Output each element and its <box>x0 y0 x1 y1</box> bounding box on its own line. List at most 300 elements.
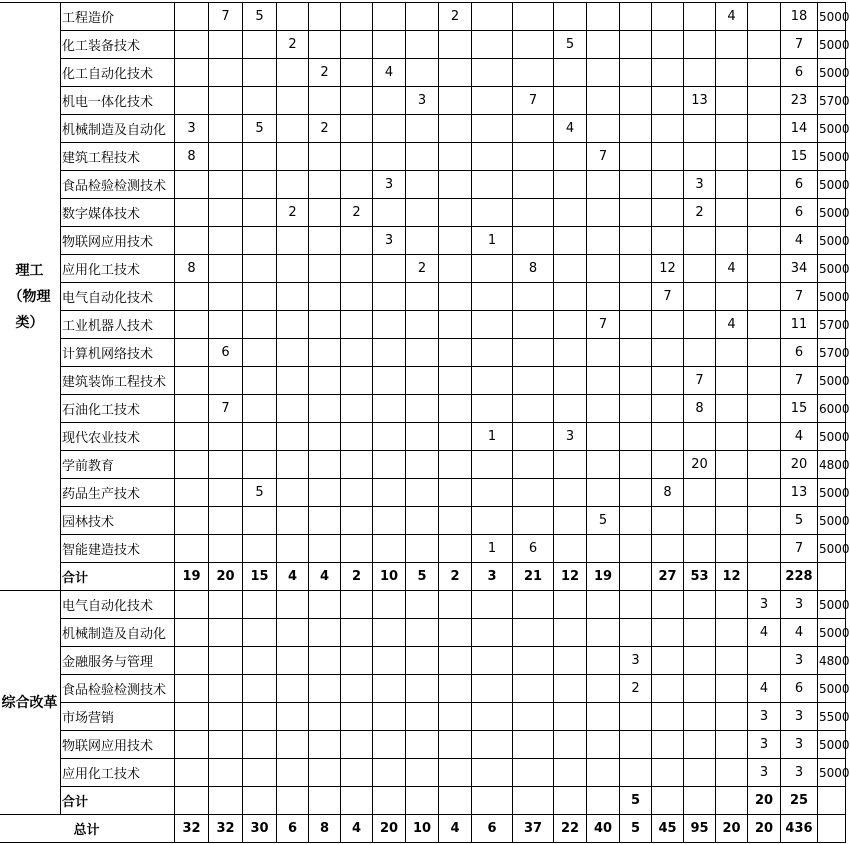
count-cell <box>652 591 684 619</box>
group-label-line: 类） <box>15 314 44 331</box>
count-cell <box>652 507 684 535</box>
subtotal-cell <box>439 787 472 815</box>
count-cell <box>341 171 373 199</box>
count-cell <box>587 87 620 115</box>
table-row <box>0 227 846 255</box>
count-cell <box>341 227 373 255</box>
count-cell <box>684 311 716 339</box>
count-cell <box>684 675 716 703</box>
count-cell: 3 <box>748 703 781 731</box>
count-cell <box>373 255 406 283</box>
count-cell <box>209 647 243 675</box>
table-row <box>0 87 846 115</box>
count-cell <box>209 507 243 535</box>
count-cell <box>243 451 277 479</box>
grand-total-row <box>0 815 846 843</box>
count-cell <box>406 283 439 311</box>
tuition-fee: 5000 <box>818 171 846 199</box>
count-cell <box>439 143 472 171</box>
count-cell <box>620 171 652 199</box>
count-cell <box>620 31 652 59</box>
count-cell: 4 <box>781 423 818 451</box>
count-cell <box>406 619 439 647</box>
count-cell: 3 <box>748 759 781 787</box>
count-cell <box>472 647 513 675</box>
count-cell <box>406 367 439 395</box>
grand-total-cell: 20 <box>373 815 406 843</box>
count-cell <box>175 479 209 507</box>
tuition-fee: 5000 <box>818 367 846 395</box>
subtotal-cell: 3 <box>472 563 513 591</box>
major-name: 物联网应用技术 <box>61 227 175 255</box>
count-cell <box>175 451 209 479</box>
count-cell <box>513 199 554 227</box>
table-row <box>0 115 846 143</box>
count-cell <box>243 31 277 59</box>
count-cell <box>406 759 439 787</box>
count-cell: 20 <box>684 451 716 479</box>
count-cell <box>472 675 513 703</box>
count-cell <box>513 339 554 367</box>
count-cell <box>406 507 439 535</box>
count-cell: 4 <box>554 115 587 143</box>
subtotal-cell <box>652 787 684 815</box>
count-cell <box>513 619 554 647</box>
count-cell <box>406 3 439 31</box>
count-cell <box>716 591 748 619</box>
count-cell <box>309 675 341 703</box>
subtotal-cell: 12 <box>554 563 587 591</box>
count-cell <box>243 395 277 423</box>
count-cell <box>716 367 748 395</box>
count-cell <box>716 87 748 115</box>
count-cell <box>209 171 243 199</box>
count-cell <box>175 171 209 199</box>
tuition-fee: 5000 <box>818 115 846 143</box>
major-name: 智能建造技术 <box>61 535 175 563</box>
count-cell <box>406 591 439 619</box>
grand-total-cell: 20 <box>748 815 781 843</box>
count-cell <box>175 31 209 59</box>
table-row <box>0 703 846 731</box>
count-cell <box>309 3 341 31</box>
count-cell <box>620 227 652 255</box>
count-cell <box>587 731 620 759</box>
count-cell <box>341 675 373 703</box>
count-cell: 2 <box>309 59 341 87</box>
count-cell: 7 <box>209 3 243 31</box>
count-cell <box>309 423 341 451</box>
count-cell <box>748 227 781 255</box>
count-cell <box>406 703 439 731</box>
count-cell <box>373 703 406 731</box>
count-cell <box>652 759 684 787</box>
count-cell <box>209 703 243 731</box>
grand-total-cell: 20 <box>716 815 748 843</box>
count-cell <box>439 87 472 115</box>
subtotal-cell <box>620 563 652 591</box>
count-cell <box>373 647 406 675</box>
table-row <box>0 255 846 283</box>
count-cell <box>243 759 277 787</box>
count-cell <box>472 171 513 199</box>
count-cell <box>277 759 309 787</box>
count-cell <box>513 507 554 535</box>
count-cell <box>175 759 209 787</box>
major-name: 应用化工技术 <box>61 759 175 787</box>
count-cell <box>513 31 554 59</box>
count-cell <box>341 479 373 507</box>
subtotal-cell: 5 <box>620 787 652 815</box>
count-cell <box>748 423 781 451</box>
tuition-fee: 5000 <box>818 535 846 563</box>
count-cell <box>587 423 620 451</box>
count-cell <box>406 647 439 675</box>
count-cell: 8 <box>684 395 716 423</box>
count-cell <box>513 3 554 31</box>
count-cell <box>554 675 587 703</box>
count-cell: 3 <box>781 647 818 675</box>
count-cell <box>243 675 277 703</box>
subtotal-cell <box>472 787 513 815</box>
count-cell <box>684 507 716 535</box>
count-cell <box>587 115 620 143</box>
count-cell <box>684 479 716 507</box>
count-cell <box>277 423 309 451</box>
count-cell <box>513 647 554 675</box>
count-cell <box>652 3 684 31</box>
count-cell <box>620 59 652 87</box>
count-cell <box>587 619 620 647</box>
tuition-fee: 5000 <box>818 59 846 87</box>
count-cell <box>439 199 472 227</box>
tuition-fee: 4800 <box>818 647 846 675</box>
count-cell <box>472 339 513 367</box>
count-cell <box>554 507 587 535</box>
count-cell: 5 <box>554 31 587 59</box>
count-cell <box>277 171 309 199</box>
count-cell: 7 <box>684 367 716 395</box>
tuition-fee: 5000 <box>818 591 846 619</box>
count-cell: 4 <box>748 619 781 647</box>
count-cell <box>472 199 513 227</box>
count-cell <box>554 3 587 31</box>
group-label-line: （物理 <box>8 288 51 305</box>
count-cell <box>243 311 277 339</box>
count-cell <box>439 339 472 367</box>
count-cell: 20 <box>781 451 818 479</box>
count-cell <box>748 479 781 507</box>
grand-total-cell: 45 <box>652 815 684 843</box>
count-cell <box>472 59 513 87</box>
count-cell <box>209 143 243 171</box>
count-cell <box>439 59 472 87</box>
grand-total-cell: 436 <box>781 815 818 843</box>
count-cell: 5 <box>243 479 277 507</box>
count-cell <box>652 339 684 367</box>
table-row <box>0 479 846 507</box>
count-cell <box>748 143 781 171</box>
count-cell <box>554 759 587 787</box>
subtotal-cell: 15 <box>243 563 277 591</box>
table-row <box>0 507 846 535</box>
subtotal-cell: 2 <box>341 563 373 591</box>
count-cell: 5 <box>781 507 818 535</box>
count-cell <box>439 367 472 395</box>
count-cell <box>716 423 748 451</box>
count-cell <box>620 507 652 535</box>
count-cell: 7 <box>513 87 554 115</box>
count-cell <box>341 115 373 143</box>
major-name: 应用化工技术 <box>61 255 175 283</box>
count-cell <box>373 115 406 143</box>
grand-total-cell: 10 <box>406 815 439 843</box>
count-cell <box>684 31 716 59</box>
table-row <box>0 619 846 647</box>
subtotal-cell: 228 <box>781 563 818 591</box>
count-cell <box>513 143 554 171</box>
count-cell <box>652 143 684 171</box>
count-cell: 23 <box>781 87 818 115</box>
count-cell: 3 <box>175 115 209 143</box>
count-cell <box>513 759 554 787</box>
count-cell <box>243 59 277 87</box>
major-name: 工程造价 <box>61 3 175 31</box>
count-cell <box>277 451 309 479</box>
count-cell: 4 <box>781 619 818 647</box>
subtotal-cell: 25 <box>781 787 818 815</box>
count-cell: 2 <box>620 675 652 703</box>
major-name: 现代农业技术 <box>61 423 175 451</box>
count-cell <box>748 535 781 563</box>
count-cell <box>652 423 684 451</box>
count-cell <box>472 619 513 647</box>
count-cell <box>652 367 684 395</box>
major-name: 化工自动化技术 <box>61 59 175 87</box>
major-name: 园林技术 <box>61 507 175 535</box>
count-cell: 2 <box>406 255 439 283</box>
count-cell <box>439 507 472 535</box>
count-cell <box>277 479 309 507</box>
count-cell <box>209 731 243 759</box>
count-cell: 4 <box>716 3 748 31</box>
count-cell <box>175 283 209 311</box>
count-cell <box>684 619 716 647</box>
count-cell <box>175 731 209 759</box>
count-cell <box>341 619 373 647</box>
major-name: 工业机器人技术 <box>61 311 175 339</box>
count-cell <box>684 255 716 283</box>
count-cell: 2 <box>341 199 373 227</box>
count-cell <box>406 675 439 703</box>
count-cell <box>277 143 309 171</box>
table-row <box>0 759 846 787</box>
count-cell <box>472 3 513 31</box>
count-cell <box>684 535 716 563</box>
count-cell <box>209 227 243 255</box>
count-cell: 11 <box>781 311 818 339</box>
count-cell <box>587 703 620 731</box>
count-cell <box>439 171 472 199</box>
count-cell: 2 <box>684 199 716 227</box>
table-row <box>0 731 846 759</box>
major-name: 机械制造及自动化 <box>61 619 175 647</box>
group-label <box>0 3 61 591</box>
count-cell: 1 <box>472 227 513 255</box>
count-cell <box>209 283 243 311</box>
count-cell <box>554 143 587 171</box>
count-cell <box>373 3 406 31</box>
count-cell <box>620 535 652 563</box>
subtotal-cell <box>748 563 781 591</box>
count-cell <box>587 759 620 787</box>
count-cell <box>748 31 781 59</box>
count-cell <box>716 115 748 143</box>
count-cell <box>513 451 554 479</box>
count-cell <box>439 227 472 255</box>
grand-total-fee <box>818 815 846 843</box>
count-cell <box>406 479 439 507</box>
major-name: 市场营销 <box>61 703 175 731</box>
tuition-fee: 5700 <box>818 339 846 367</box>
count-cell: 3 <box>781 591 818 619</box>
table-row <box>0 591 846 619</box>
count-cell <box>373 423 406 451</box>
count-cell <box>716 451 748 479</box>
count-cell <box>406 31 439 59</box>
count-cell <box>472 367 513 395</box>
grand-total-label: 总计 <box>0 815 175 843</box>
count-cell <box>439 395 472 423</box>
major-name: 电气自动化技术 <box>61 283 175 311</box>
count-cell <box>684 227 716 255</box>
count-cell <box>554 479 587 507</box>
table-row <box>0 423 846 451</box>
count-cell <box>587 255 620 283</box>
count-cell: 3 <box>748 731 781 759</box>
count-cell <box>587 395 620 423</box>
count-cell <box>554 227 587 255</box>
subtotal-cell: 12 <box>716 563 748 591</box>
count-cell <box>373 591 406 619</box>
table-row <box>0 451 846 479</box>
count-cell <box>309 171 341 199</box>
grand-total-cell: 32 <box>175 815 209 843</box>
subtotal-cell: 19 <box>587 563 620 591</box>
count-cell <box>341 731 373 759</box>
count-cell <box>620 619 652 647</box>
count-cell <box>209 423 243 451</box>
table-row <box>0 535 846 563</box>
count-cell <box>554 171 587 199</box>
count-cell <box>554 647 587 675</box>
tuition-fee: 5000 <box>818 227 846 255</box>
count-cell <box>716 227 748 255</box>
count-cell <box>309 339 341 367</box>
count-cell <box>513 591 554 619</box>
count-cell <box>373 759 406 787</box>
count-cell <box>716 339 748 367</box>
count-cell <box>652 59 684 87</box>
count-cell <box>373 675 406 703</box>
count-cell <box>652 171 684 199</box>
count-cell <box>513 115 554 143</box>
count-cell <box>652 703 684 731</box>
count-cell <box>439 115 472 143</box>
count-cell: 15 <box>781 395 818 423</box>
count-cell <box>175 59 209 87</box>
count-cell <box>341 31 373 59</box>
count-cell <box>406 731 439 759</box>
count-cell <box>472 703 513 731</box>
tuition-fee: 5000 <box>818 423 846 451</box>
count-cell <box>406 227 439 255</box>
count-cell <box>554 395 587 423</box>
count-cell <box>620 87 652 115</box>
subtotal-label: 合计 <box>61 787 175 815</box>
group-label <box>0 591 61 815</box>
subtotal-cell: 4 <box>309 563 341 591</box>
subtotal-fee <box>818 787 846 815</box>
major-name: 机械制造及自动化 <box>61 115 175 143</box>
count-cell <box>243 647 277 675</box>
tuition-fee: 5000 <box>818 731 846 759</box>
major-name: 机电一体化技术 <box>61 87 175 115</box>
count-cell <box>587 451 620 479</box>
count-cell <box>209 759 243 787</box>
count-cell <box>554 367 587 395</box>
count-cell <box>554 59 587 87</box>
count-cell <box>209 591 243 619</box>
count-cell <box>620 3 652 31</box>
count-cell: 3 <box>554 423 587 451</box>
count-cell <box>309 143 341 171</box>
count-cell <box>472 395 513 423</box>
count-cell <box>716 731 748 759</box>
table-row <box>0 171 846 199</box>
count-cell: 4 <box>716 311 748 339</box>
count-cell <box>513 311 554 339</box>
tuition-fee: 4800 <box>818 451 846 479</box>
count-cell <box>554 451 587 479</box>
count-cell <box>373 339 406 367</box>
count-cell <box>341 591 373 619</box>
count-cell <box>209 59 243 87</box>
major-name: 物联网应用技术 <box>61 731 175 759</box>
count-cell <box>309 87 341 115</box>
count-cell <box>716 535 748 563</box>
count-cell <box>373 619 406 647</box>
count-cell <box>684 3 716 31</box>
count-cell <box>175 507 209 535</box>
count-cell <box>309 647 341 675</box>
count-cell <box>620 143 652 171</box>
major-name: 学前教育 <box>61 451 175 479</box>
count-cell <box>620 339 652 367</box>
count-cell <box>716 143 748 171</box>
table-row <box>0 31 846 59</box>
count-cell <box>243 731 277 759</box>
count-cell <box>406 199 439 227</box>
count-cell <box>620 731 652 759</box>
count-cell <box>513 59 554 87</box>
count-cell <box>439 255 472 283</box>
count-cell <box>406 451 439 479</box>
major-name: 金融服务与管理 <box>61 647 175 675</box>
count-cell <box>472 311 513 339</box>
count-cell <box>309 283 341 311</box>
count-cell: 7 <box>587 143 620 171</box>
